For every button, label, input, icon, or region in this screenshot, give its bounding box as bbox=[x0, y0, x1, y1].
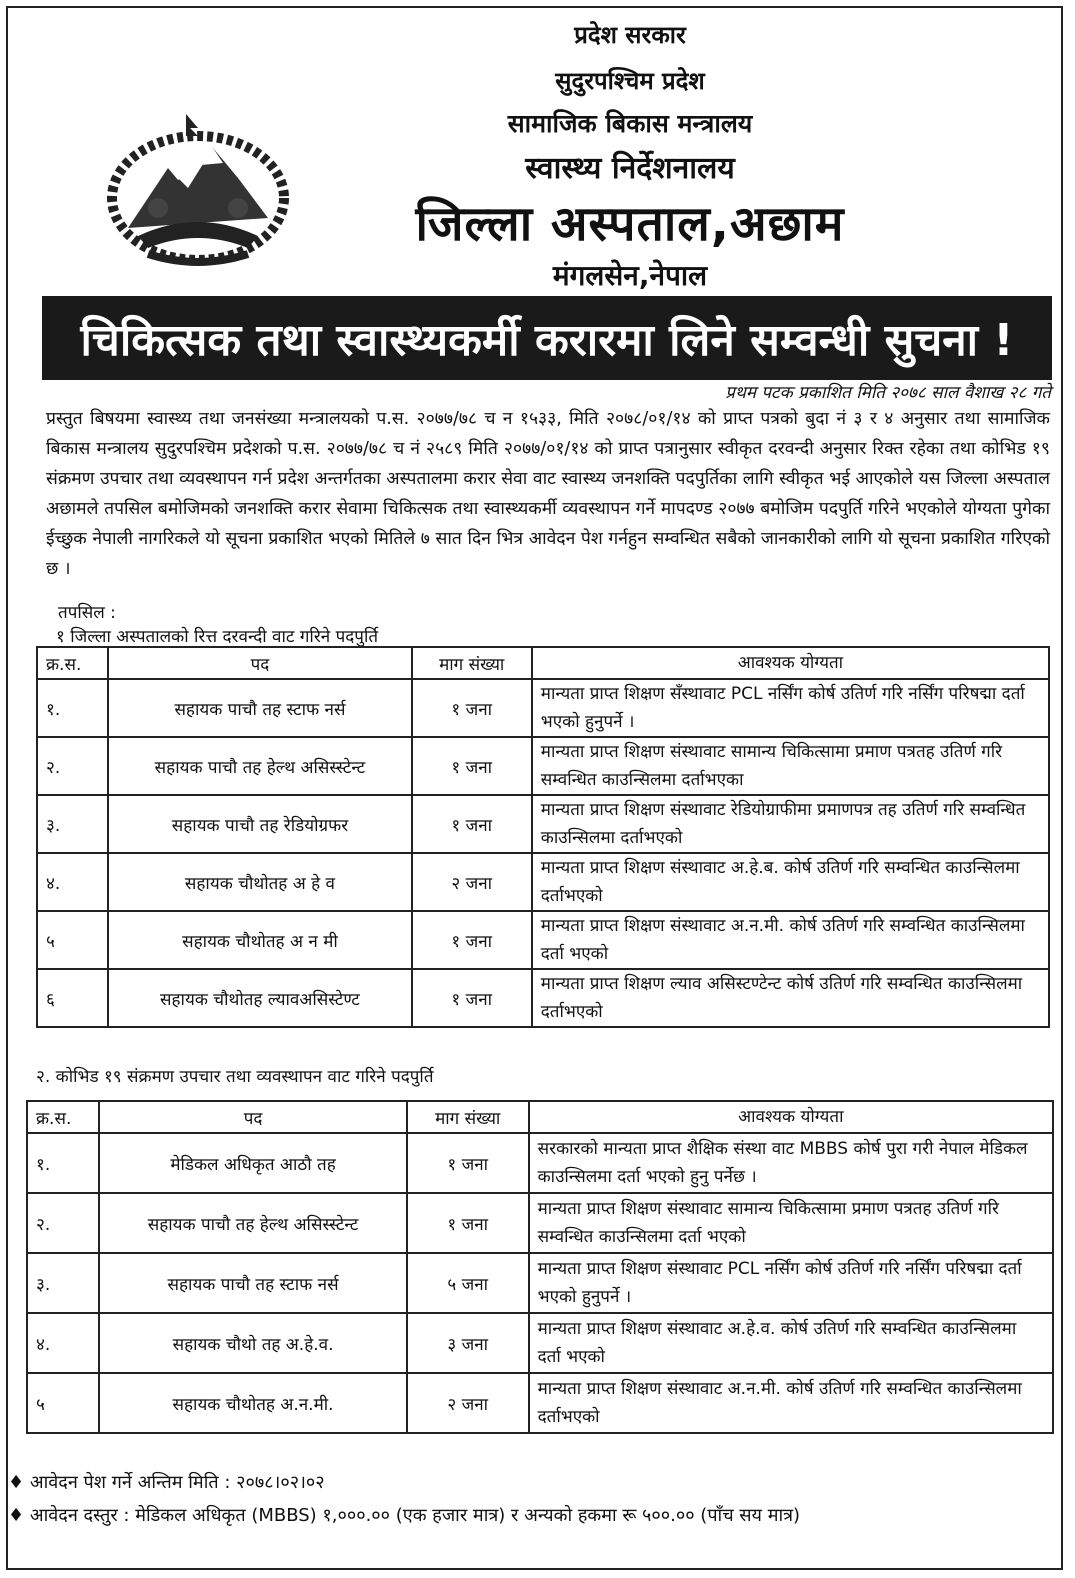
col-sn: क्र.स. bbox=[27, 1101, 99, 1133]
row-sn: ६ bbox=[37, 969, 108, 1027]
row-qualification: मान्यता प्राप्त शिक्षण संस्थावाट अ.हे.व. कोर्ष उतिर्ण गरि सम्वन्धित काउन्सिलमा दर्ता भएको bbox=[529, 1313, 1053, 1373]
table-row bbox=[37, 795, 1049, 853]
row-post: सहायक चौथोतह ल्यावअसिस्टेण्ट bbox=[108, 969, 411, 1027]
notice-body: प्रस्तुत बिषयमा स्वास्थ्य तथा जनसंख्या मन्त्रालयको प.स. २०७७/७८ च न १५३३, मिति २०७८/०१/१४ को प्राप्त पत्रको बुदा नं ३ र ४ अनुसार तथा सामाजिक बिकास मन्त्रालय सुदुरपश्चिम प्रदेशको प.स. २०७७/७८ च नं २५८९ मिति २०७७/०१/१४ को प्राप्त पत्रानुसार स्वीकृत दरवन्दी अनुसार रिक्त रहेका तथा कोभिड १९ संक्रमण उपचार तथा व्यवस्थापन गर्न प्रदेश अन्तर्गतका अस्पतालमा करार सेवा वाट स्वास्थ्य जनशक्ति पदपुर्तिका लागि स्वीकृत भई आएकोले यस जिल्ला अस्पताल अछामले तपसिल बमोजिमको जनशक्ति करार सेवामा चिकित्सक तथा स्वास्थ्यकर्मी व्यवस्थापन गर्ने मापदण्ड २०७७ बमोजिम पदपुर्ति गरिने भएकोले योग्यता पुगेका ईच्छुक नेपाली नागरिकले यो सूचना प्रकाशित भएको मितिले ७ सात दिन भित्र आवेदन पेश गर्नहुन सम्वन्धित सबैको जानकारीको लागि यो सूचना प्रकाशित गरिएको छ । bbox=[46, 409, 1050, 579]
table-header-row bbox=[27, 1101, 1053, 1133]
nepal-emblem-icon bbox=[98, 108, 298, 270]
row-demand: १ जना bbox=[407, 1133, 529, 1193]
col-sn: क्र.स. bbox=[37, 647, 108, 679]
row-post: सहायक पाचौ तह हेल्थ असिस्स्टेन्ट bbox=[108, 737, 411, 795]
row-qualification: मान्यता प्राप्त शिक्षण संस्थावाट रेडियोग्राफीमा प्रमाणपत्र तह उतिर्ण गरि सम्वन्धित काउन्सिलमा दर्ताभएको bbox=[532, 795, 1049, 853]
vacancy-table-1 bbox=[36, 646, 1050, 1028]
row-post: सहायक चौथोतह अ हे व bbox=[108, 853, 411, 911]
row-qualification: सरकारको मान्यता प्राप्त शैक्षिक संस्था वाट MBBS कोर्ष पुरा गरी नेपाल मेडिकल काउन्सिलमा दर्ता भएको हुनु पर्नेछ । bbox=[529, 1133, 1053, 1193]
row-qualification: मान्यता प्राप्त शिक्षण संस्थावाट अ.हे.ब. कोर्ष उतिर्ण गरि सम्वन्धित काउन्सिलमा दर्ताभएको bbox=[532, 853, 1049, 911]
row-demand: १ जना bbox=[412, 911, 532, 969]
row-demand: ३ जना bbox=[407, 1313, 529, 1373]
table-row bbox=[37, 737, 1049, 795]
row-post: सहायक पाचौ तह स्टाफ नर्स bbox=[99, 1253, 407, 1313]
header-line-4: स्वास्थ्य निर्देशनालय bbox=[525, 151, 735, 186]
header-line-1: प्रदेश सरकार bbox=[574, 21, 686, 49]
row-sn: ३. bbox=[37, 795, 108, 853]
col-demand: माग संख्या bbox=[407, 1101, 529, 1133]
table-row bbox=[37, 853, 1049, 911]
hospital-location: मंगलसेन,नेपाल bbox=[552, 259, 708, 292]
header-line-3: सामाजिक बिकास मन्त्रालय bbox=[507, 109, 753, 138]
section-2-title: २. कोभिड १९ संक्रमण उपचार तथा व्यवस्थापन वाट गरिने पदपुर्ति bbox=[36, 1067, 434, 1087]
tapsil-label: तपसिल : bbox=[58, 603, 116, 623]
row-sn: १. bbox=[27, 1133, 99, 1193]
row-demand: १ जना bbox=[412, 969, 532, 1027]
row-post: सहायक पाचौ तह स्टाफ नर्स bbox=[108, 679, 411, 737]
application-deadline: ♦ आवेदन पेश गर्ने अन्तिम मिति : २०७८।०२।०२ bbox=[8, 1472, 325, 1493]
table-row bbox=[37, 969, 1049, 1027]
row-qualification: मान्यता प्राप्त शिक्षण संस्थावाट अ.न.मी. कोर्ष उतिर्ण गरि सम्वन्धित काउन्सिलमा दर्ताभएको bbox=[529, 1373, 1053, 1433]
col-post: पद bbox=[99, 1101, 407, 1133]
row-demand: २ जना bbox=[407, 1373, 529, 1433]
row-qualification: मान्यता प्राप्त शिक्षण संस्थावाट अ.न.मी. कोर्ष उतिर्ण गरि सम्वन्धित काउन्सिलमा दर्ता भएको bbox=[532, 911, 1049, 969]
row-post: सहायक चौथो तह अ.हे.व. bbox=[99, 1313, 407, 1373]
row-post: सहायक पाचौ तह रेडियोग्रफर bbox=[108, 795, 411, 853]
table-row bbox=[37, 911, 1049, 969]
row-sn: ५ bbox=[27, 1373, 99, 1433]
row-demand: २ जना bbox=[412, 853, 532, 911]
row-qualification: मान्यता प्राप्त शिक्षण ल्याव असिस्टण्टेन्ट कोर्ष उतिर्ण गरि सम्वन्धित काउन्सिलमा दर्ताभएको bbox=[532, 969, 1049, 1027]
hospital-name: जिल्ला अस्पताल,अछाम bbox=[415, 196, 845, 252]
row-sn: १. bbox=[37, 679, 108, 737]
row-demand: ५ जना bbox=[407, 1253, 529, 1313]
notice-title-banner: चिकित्सक तथा स्वास्थ्यकर्मी करारमा लिने सम्वन्धी सुचना ! bbox=[42, 296, 1052, 380]
vacancy-table-2 bbox=[26, 1100, 1054, 1434]
table-row bbox=[37, 679, 1049, 737]
col-qualification: आवश्यक योग्यता bbox=[532, 647, 1049, 679]
row-qualification: मान्यता प्राप्त शिक्षण संस्थावाट सामान्य चिकित्सामा प्रमाण पत्रतह उतिर्ण गरि सम्वन्धित काउन्सिलमा दर्ताभएका bbox=[532, 737, 1049, 795]
row-sn: ४. bbox=[27, 1313, 99, 1373]
row-qualification: मान्यता प्राप्त शिक्षण संस्थावाट सामान्य चिकित्सामा प्रमाण पत्रतह उतिर्ण गरि सम्वन्धित काउन्सिलमा दर्ता भएको bbox=[529, 1193, 1053, 1253]
row-demand: १ जना bbox=[412, 795, 532, 853]
application-fee: ♦ आवेदन दस्तुर : मेडिकल अधिकृत (MBBS) १,०००.०० (एक हजार मात्र) र अन्यको हकमा रू ५००.०० (पाँच सय मात्र) bbox=[8, 1505, 801, 1526]
col-post: पद bbox=[108, 647, 411, 679]
row-demand: १ जना bbox=[407, 1193, 529, 1253]
row-post: सहायक पाचौ तह हेल्थ असिस्स्टेन्ट bbox=[99, 1193, 407, 1253]
row-sn: ४. bbox=[37, 853, 108, 911]
row-post: सहायक चौथोतह अ न मी bbox=[108, 911, 411, 969]
row-sn: ३. bbox=[27, 1253, 99, 1313]
table-row bbox=[27, 1193, 1053, 1253]
publication-date: प्रथम पटक प्रकाशित मिति २०७८ साल वैशाख २८ गते bbox=[725, 383, 1051, 403]
row-post: मेडिकल अधिकृत आठौ तह bbox=[99, 1133, 407, 1193]
table-row bbox=[27, 1133, 1053, 1193]
row-qualification: मान्यता प्राप्त शिक्षण सँस्थावाट PCL नर्सिंग कोर्ष उतिर्ण गरि नर्सिंग परिषद्मा दर्ता भएको हुनुपर्ने । bbox=[532, 679, 1049, 737]
header-line-2: सुदुरपश्चिम प्रदेश bbox=[555, 67, 705, 95]
table-header-row bbox=[37, 647, 1049, 679]
row-demand: १ जना bbox=[412, 679, 532, 737]
row-sn: ५ bbox=[37, 911, 108, 969]
table-row bbox=[27, 1313, 1053, 1373]
row-post: सहायक चौथोतह अ.न.मी. bbox=[99, 1373, 407, 1433]
row-sn: २. bbox=[37, 737, 108, 795]
row-qualification: मान्यता प्राप्त शिक्षण संस्थावाट PCL नर्सिंग कोर्ष उतिर्ण गरि नर्सिंग परिषद्मा दर्ता भएको हुनुपर्ने । bbox=[529, 1253, 1053, 1313]
table-row bbox=[27, 1253, 1053, 1313]
col-qualification: आवश्यक योग्यता bbox=[529, 1101, 1053, 1133]
col-demand: माग संख्या bbox=[412, 647, 532, 679]
row-sn: २. bbox=[27, 1193, 99, 1253]
table-row bbox=[27, 1373, 1053, 1433]
row-demand: १ जना bbox=[412, 737, 532, 795]
section-1-title: १ जिल्ला अस्पतालको रित्त दरवन्दी वाट गरिने पदपुर्ति bbox=[56, 627, 379, 647]
